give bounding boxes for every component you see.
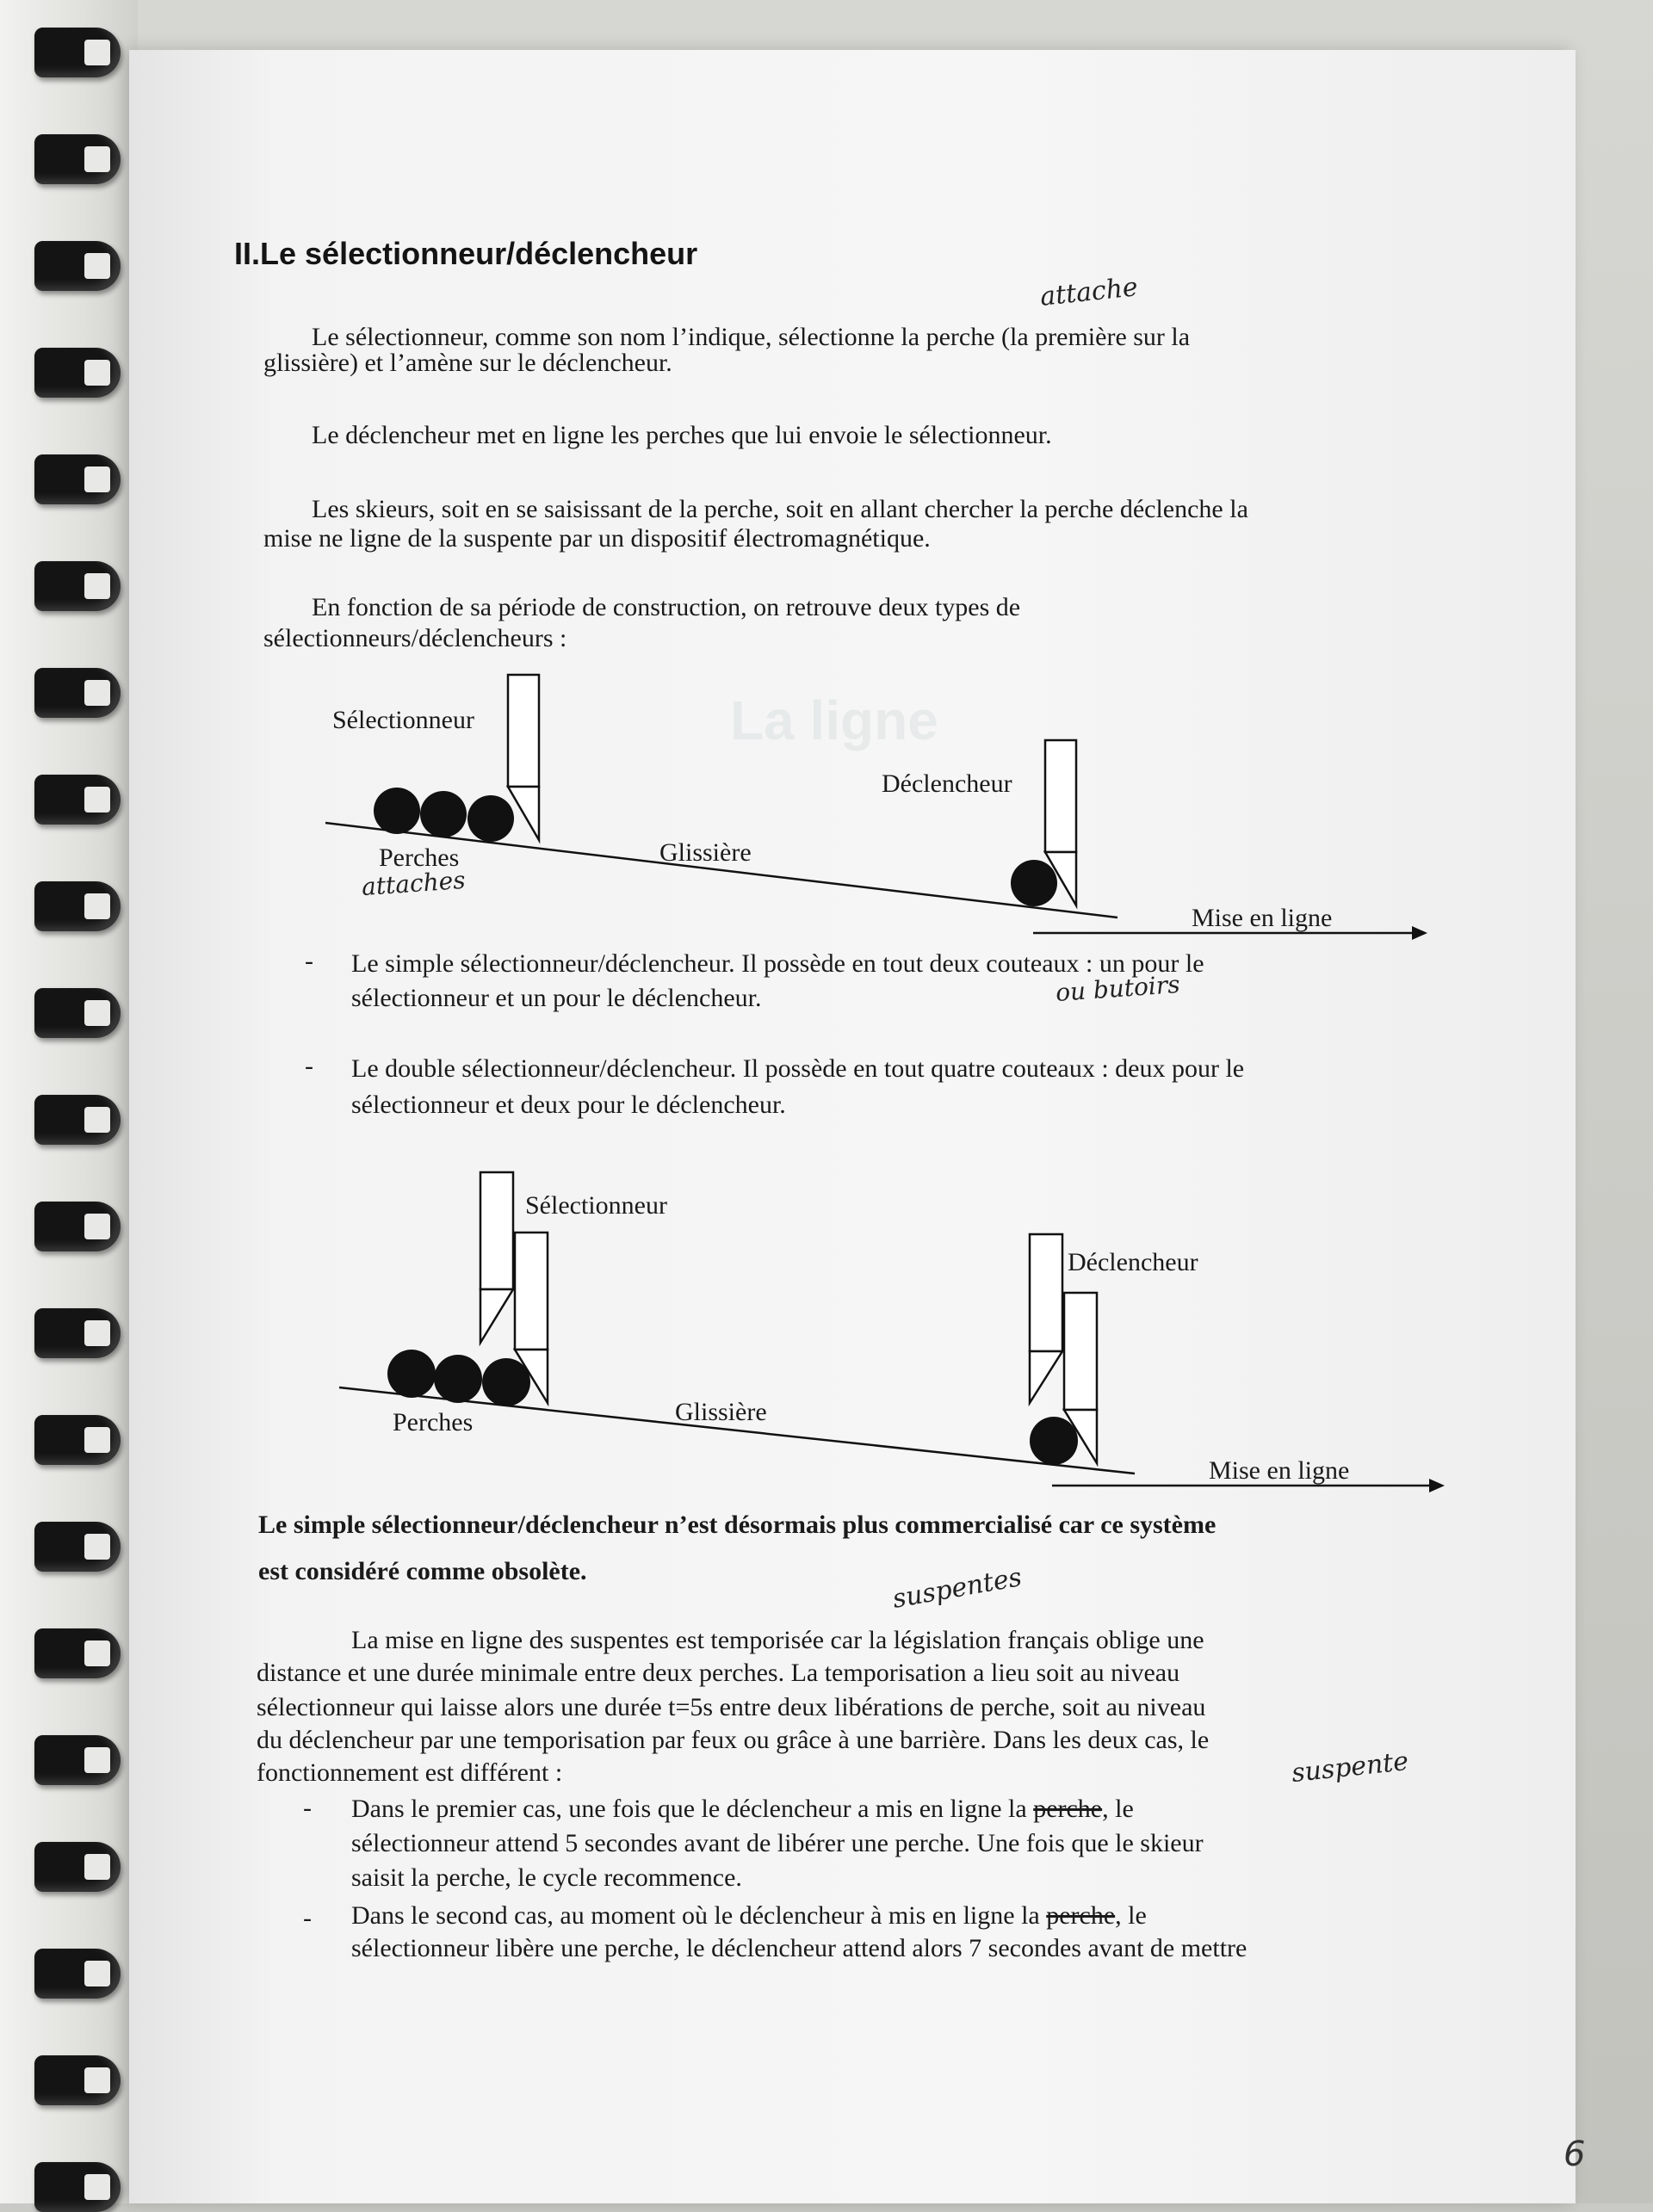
selector-knife-2 xyxy=(515,1233,548,1350)
handwritten-attaches: attaches xyxy=(360,865,467,902)
list-2-item-2-text-b: , le xyxy=(1115,1901,1147,1930)
paragraph-5-line-3: sélectionneur qui laisse alors une durée t=5s entre deux libérations de perche, soit au niveau xyxy=(257,1693,1206,1721)
slide-label: Glissière xyxy=(659,838,752,867)
list-2-item-1-line-2: sélectionneur attend 5 secondes avant de libérer une perche. Une fois que le skieur xyxy=(351,1829,1204,1857)
output-label: Mise en ligne xyxy=(1192,904,1333,932)
selector-knife-1 xyxy=(480,1172,513,1289)
page-number: 6 xyxy=(1563,2135,1586,2174)
selector-knife-1-tip xyxy=(480,1289,513,1343)
list-2-item-1-text-b: , le xyxy=(1102,1795,1134,1823)
handwritten-suspentes: suspentes xyxy=(890,1562,1025,1615)
struck-word: perche xyxy=(1046,1901,1116,1930)
trigger-knife-2 xyxy=(1064,1293,1097,1410)
paragraph-4-line-1: En fonction de sa période de construction, on retrouve deux types de xyxy=(312,593,1021,621)
trigger-knife-1 xyxy=(1030,1234,1062,1351)
paragraph-5-line-4: du déclencheur par une temporisation par feux ou grâce à une barrière. Dans les deux cas, le xyxy=(257,1726,1210,1754)
trigger-knife-1-tip xyxy=(1030,1351,1062,1403)
list-2-item-1-text-a: Dans le premier cas, une fois que le déclencheur a mis en ligne la xyxy=(351,1795,1027,1823)
struck-word: perche xyxy=(1033,1795,1103,1823)
paragraph-4-line-2: sélectionneurs/déclencheurs : xyxy=(263,624,567,652)
output-arrow-head xyxy=(1429,1479,1445,1492)
bullet-dash: - xyxy=(305,947,313,975)
paragraph-5-line-2: distance et une durée minimale entre deux perches. La temporisation a lieu soit au niveau xyxy=(257,1659,1180,1687)
trigger-label: Déclencheur xyxy=(1068,1248,1198,1276)
list-2-item-2-line-2: sélectionneur libère une perche, le déclencheur attend alors 7 secondes avant de mettre xyxy=(351,1934,1247,1962)
output-label: Mise en ligne xyxy=(1209,1456,1350,1485)
paragraph-3-line-2: mise ne ligne de la suspente par un dispositif électromagnétique. xyxy=(263,524,931,553)
selector-label: Sélectionneur xyxy=(525,1191,667,1220)
paragraph-1-line-1: Le sélectionneur, comme son nom l’indique, sélectionne la perche (la première sur la xyxy=(312,323,1191,351)
poles-label: Perches xyxy=(393,1408,474,1437)
paragraph-2: Le déclencheur met en ligne les perches que lui envoie le sélectionneur. xyxy=(312,421,1052,449)
show-through-title: La ligne xyxy=(730,689,938,751)
pole-ball xyxy=(434,1355,482,1403)
paragraph-1-line-2: glissière) et l’amène sur le déclencheur. xyxy=(263,349,672,377)
pole-ball xyxy=(387,1350,436,1398)
bullet-dash: - xyxy=(305,1052,313,1080)
slide-label: Glissière xyxy=(675,1398,767,1426)
bullet-dash: - xyxy=(303,1904,312,1932)
paragraph-5-line-5: fonctionnement est différent : xyxy=(257,1758,563,1787)
poles-label: Perches xyxy=(379,843,460,872)
bold-note-line-2: est considéré comme obsolète. xyxy=(258,1557,587,1585)
handwritten-suspente: suspente xyxy=(1290,1746,1410,1789)
handwritten-ou-butoirs: ou butoirs xyxy=(1055,969,1181,1008)
list-2-item-1-line-1 xyxy=(351,1792,1134,1826)
selector-label: Sélectionneur xyxy=(332,706,474,734)
list-1-item-2-line-2: sélectionneur et deux pour le déclencheur. xyxy=(351,1091,786,1119)
section-heading: II.Le sélectionneur/déclencheur xyxy=(234,236,698,271)
pole-ball xyxy=(482,1358,530,1406)
list-2-item-2-text-a: Dans le second cas, au moment où le déclencheur à mis en ligne la xyxy=(351,1901,1040,1930)
paragraph-5-line-1: La mise en ligne des suspentes est temporisée car la législation français oblige une xyxy=(351,1626,1204,1654)
list-1-item-1-line-1: Le simple sélectionneur/déclencheur. Il possède en tout deux couteaux : un pour le xyxy=(351,949,1204,978)
list-2-item-2-line-1 xyxy=(351,1899,1147,1933)
handwritten-attache: attache xyxy=(1038,272,1140,312)
pole-ball xyxy=(1030,1417,1078,1465)
bullet-dash: - xyxy=(303,1794,312,1822)
paragraph-3-line-1: Les skieurs, soit en se saisissant de la perche, soit en allant chercher la perche déclenche la xyxy=(312,495,1248,523)
list-2-item-1-line-3: saisit la perche, le cycle recommence. xyxy=(351,1863,742,1892)
trigger-label: Déclencheur xyxy=(882,769,1012,798)
list-1-item-2-line-1: Le double sélectionneur/déclencheur. Il possède en tout quatre couteaux : deux pour le xyxy=(351,1054,1245,1083)
list-1-item-1-line-2: sélectionneur et un pour le déclencheur. xyxy=(351,984,762,1012)
bold-note-line-1: Le simple sélectionneur/déclencheur n’est désormais plus commercialisé car ce système xyxy=(258,1511,1217,1539)
